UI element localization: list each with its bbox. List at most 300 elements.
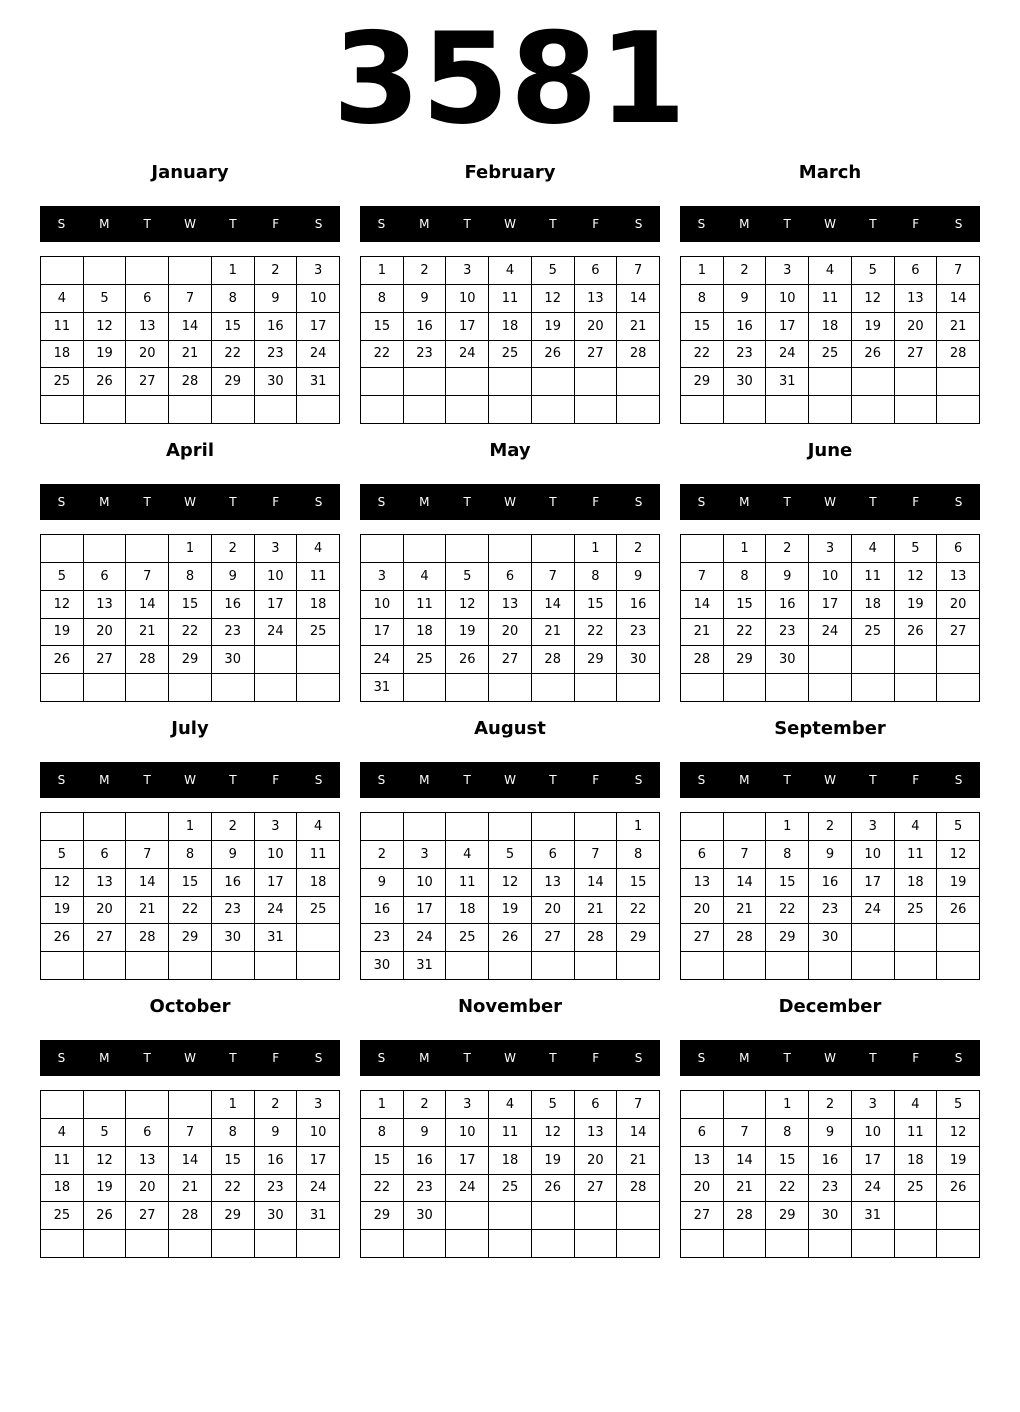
day-cell: 20 xyxy=(126,341,169,369)
day-cell: 22 xyxy=(681,341,724,369)
day-cell: 31 xyxy=(404,952,447,980)
day-cell: 29 xyxy=(361,1202,404,1230)
empty-day-cell xyxy=(126,952,169,980)
weekday-header xyxy=(360,1040,660,1076)
day-cell: 14 xyxy=(617,1119,660,1147)
day-cell: 19 xyxy=(852,313,895,341)
weekday-header xyxy=(680,1040,980,1076)
day-cell: 17 xyxy=(446,313,489,341)
day-cell: 11 xyxy=(895,841,938,869)
day-cell: 28 xyxy=(126,646,169,674)
day-cell: 14 xyxy=(169,313,212,341)
day-cell: 1 xyxy=(212,257,255,285)
day-cell: 2 xyxy=(212,813,255,841)
empty-day-cell xyxy=(489,674,532,702)
day-cell: 14 xyxy=(532,591,575,619)
day-cell: 27 xyxy=(681,1202,724,1230)
day-cell: 6 xyxy=(126,285,169,313)
day-cell: 22 xyxy=(575,619,618,647)
day-cell: 4 xyxy=(41,285,84,313)
day-cell: 23 xyxy=(809,1175,852,1203)
day-cell: 13 xyxy=(126,1147,169,1175)
year-title: 3581 xyxy=(332,5,688,152)
empty-day-cell xyxy=(84,813,127,841)
empty-day-cell xyxy=(724,1230,767,1258)
day-cell: 7 xyxy=(617,257,660,285)
day-cell: 1 xyxy=(212,1091,255,1119)
empty-day-cell xyxy=(41,535,84,563)
day-cell: 9 xyxy=(404,1119,447,1147)
day-cell: 8 xyxy=(575,563,618,591)
month-name: November xyxy=(457,996,563,1017)
day-cell: 3 xyxy=(255,813,298,841)
weekday-label: S xyxy=(314,217,323,231)
day-cell: 29 xyxy=(575,646,618,674)
day-cell: 27 xyxy=(84,924,127,952)
day-cell: 26 xyxy=(489,924,532,952)
weekday-label: T xyxy=(549,217,557,231)
day-cell: 8 xyxy=(361,1119,404,1147)
day-cell: 16 xyxy=(255,313,298,341)
empty-day-cell xyxy=(852,646,895,674)
empty-day-cell xyxy=(681,674,724,702)
day-cell: 16 xyxy=(404,1147,447,1175)
weekday-header xyxy=(680,762,980,798)
empty-day-cell xyxy=(937,646,980,674)
day-cell: 17 xyxy=(297,1147,340,1175)
day-cell: 7 xyxy=(126,841,169,869)
day-cell: 28 xyxy=(937,341,980,369)
day-cell: 23 xyxy=(617,619,660,647)
empty-day-cell xyxy=(809,368,852,396)
weekday-label: S xyxy=(377,217,386,231)
month-name: October xyxy=(149,996,231,1017)
day-cell: 30 xyxy=(617,646,660,674)
day-cell: 17 xyxy=(255,869,298,897)
day-cell: 22 xyxy=(617,897,660,925)
empty-day-cell xyxy=(852,1230,895,1258)
day-cell: 12 xyxy=(532,1119,575,1147)
day-cell: 4 xyxy=(297,535,340,563)
empty-day-cell xyxy=(681,396,724,424)
day-cell: 18 xyxy=(297,591,340,619)
empty-day-cell xyxy=(937,368,980,396)
day-cell: 29 xyxy=(766,1202,809,1230)
weekday-label: M xyxy=(99,773,110,787)
empty-day-cell xyxy=(489,368,532,396)
day-cell: 9 xyxy=(361,869,404,897)
day-cell: 9 xyxy=(255,1119,298,1147)
day-cell: 15 xyxy=(361,1147,404,1175)
empty-day-cell xyxy=(297,952,340,980)
weekday-label: T xyxy=(869,217,877,231)
day-cell: 18 xyxy=(404,619,447,647)
day-cell: 1 xyxy=(361,1091,404,1119)
weekday-label: W xyxy=(824,495,836,509)
day-cell: 18 xyxy=(809,313,852,341)
day-cell: 11 xyxy=(489,285,532,313)
day-cell: 28 xyxy=(617,1175,660,1203)
day-cell: 20 xyxy=(489,619,532,647)
empty-day-cell xyxy=(212,674,255,702)
day-cell: 7 xyxy=(617,1091,660,1119)
empty-day-cell xyxy=(361,813,404,841)
weekday-label: S xyxy=(697,1051,706,1065)
day-cell: 22 xyxy=(766,897,809,925)
day-cell: 1 xyxy=(724,535,767,563)
weekday-label: S xyxy=(634,773,643,787)
weekday-label: T xyxy=(463,495,471,509)
empty-day-cell xyxy=(361,535,404,563)
day-cell: 6 xyxy=(84,841,127,869)
day-cell: 8 xyxy=(169,563,212,591)
empty-day-cell xyxy=(617,1202,660,1230)
day-cell: 1 xyxy=(766,813,809,841)
weekday-header xyxy=(680,484,980,520)
weekday-label: S xyxy=(697,495,706,509)
day-grid xyxy=(40,1090,340,1258)
empty-day-cell xyxy=(169,1091,212,1119)
day-cell: 5 xyxy=(895,535,938,563)
day-cell: 6 xyxy=(126,1119,169,1147)
day-cell: 8 xyxy=(169,841,212,869)
day-cell: 11 xyxy=(809,285,852,313)
empty-day-cell xyxy=(766,1230,809,1258)
empty-day-cell xyxy=(446,1230,489,1258)
weekday-label: M xyxy=(739,1051,750,1065)
day-cell: 7 xyxy=(169,1119,212,1147)
empty-day-cell xyxy=(681,535,724,563)
empty-day-cell xyxy=(532,1202,575,1230)
day-cell: 15 xyxy=(617,869,660,897)
empty-day-cell xyxy=(84,535,127,563)
day-cell: 13 xyxy=(681,1147,724,1175)
day-cell: 8 xyxy=(766,1119,809,1147)
day-grid xyxy=(40,534,340,702)
day-cell: 14 xyxy=(126,869,169,897)
day-cell: 23 xyxy=(404,1175,447,1203)
empty-day-cell xyxy=(809,674,852,702)
day-cell: 13 xyxy=(575,1119,618,1147)
day-cell: 21 xyxy=(617,1147,660,1175)
day-grid xyxy=(360,1090,660,1258)
day-cell: 17 xyxy=(404,897,447,925)
day-cell: 24 xyxy=(446,341,489,369)
day-cell: 23 xyxy=(255,1175,298,1203)
day-cell: 26 xyxy=(41,646,84,674)
day-grid xyxy=(360,534,660,702)
weekday-label: W xyxy=(504,1051,516,1065)
empty-day-cell xyxy=(937,674,980,702)
day-cell: 11 xyxy=(41,1147,84,1175)
day-cell: 4 xyxy=(809,257,852,285)
empty-day-cell xyxy=(41,257,84,285)
weekday-label: T xyxy=(463,217,471,231)
day-cell: 9 xyxy=(404,285,447,313)
empty-day-cell xyxy=(575,674,618,702)
empty-day-cell xyxy=(532,674,575,702)
day-cell: 25 xyxy=(809,341,852,369)
empty-day-cell xyxy=(126,257,169,285)
day-cell: 28 xyxy=(617,341,660,369)
empty-day-cell xyxy=(41,952,84,980)
day-cell: 13 xyxy=(84,869,127,897)
empty-day-cell xyxy=(937,924,980,952)
day-cell: 8 xyxy=(617,841,660,869)
empty-day-cell xyxy=(255,646,298,674)
day-cell: 9 xyxy=(809,1119,852,1147)
day-cell: 12 xyxy=(489,869,532,897)
day-cell: 12 xyxy=(41,591,84,619)
weekday-label: F xyxy=(272,495,280,509)
month-name: August xyxy=(474,718,546,739)
day-cell: 11 xyxy=(852,563,895,591)
empty-day-cell xyxy=(404,1230,447,1258)
empty-day-cell xyxy=(617,396,660,424)
empty-day-cell xyxy=(895,646,938,674)
day-cell: 12 xyxy=(532,285,575,313)
day-cell: 15 xyxy=(724,591,767,619)
empty-day-cell xyxy=(446,396,489,424)
empty-day-cell xyxy=(532,1230,575,1258)
empty-day-cell xyxy=(681,952,724,980)
empty-day-cell xyxy=(681,813,724,841)
day-cell: 22 xyxy=(361,341,404,369)
weekday-label: F xyxy=(912,1051,920,1065)
day-cell: 19 xyxy=(41,619,84,647)
day-grid xyxy=(360,812,660,980)
day-cell: 19 xyxy=(489,897,532,925)
weekday-label: T xyxy=(869,773,877,787)
day-cell: 21 xyxy=(532,619,575,647)
empty-day-cell xyxy=(255,1230,298,1258)
empty-day-cell xyxy=(617,952,660,980)
day-cell: 28 xyxy=(532,646,575,674)
empty-day-cell xyxy=(575,368,618,396)
day-cell: 11 xyxy=(41,313,84,341)
day-cell: 18 xyxy=(895,869,938,897)
empty-day-cell xyxy=(126,674,169,702)
day-grid xyxy=(360,256,660,424)
day-cell: 18 xyxy=(41,341,84,369)
day-cell: 26 xyxy=(41,924,84,952)
day-cell: 27 xyxy=(489,646,532,674)
day-cell: 28 xyxy=(681,646,724,674)
day-cell: 30 xyxy=(809,1202,852,1230)
day-cell: 11 xyxy=(297,841,340,869)
day-cell: 3 xyxy=(766,257,809,285)
day-cell: 24 xyxy=(255,897,298,925)
weekday-label: T xyxy=(143,217,151,231)
day-cell: 24 xyxy=(255,619,298,647)
day-cell: 2 xyxy=(809,1091,852,1119)
empty-day-cell xyxy=(361,368,404,396)
weekday-label: S xyxy=(314,1051,323,1065)
day-cell: 10 xyxy=(852,841,895,869)
day-cell: 19 xyxy=(446,619,489,647)
empty-day-cell xyxy=(41,1230,84,1258)
empty-day-cell xyxy=(532,535,575,563)
empty-day-cell xyxy=(489,535,532,563)
day-cell: 10 xyxy=(446,285,489,313)
day-cell: 13 xyxy=(937,563,980,591)
weekday-label: F xyxy=(912,773,920,787)
day-cell: 26 xyxy=(446,646,489,674)
empty-day-cell xyxy=(446,674,489,702)
day-cell: 14 xyxy=(617,285,660,313)
empty-day-cell xyxy=(169,1230,212,1258)
empty-day-cell xyxy=(937,396,980,424)
empty-day-cell xyxy=(212,396,255,424)
day-cell: 21 xyxy=(169,341,212,369)
day-cell: 31 xyxy=(852,1202,895,1230)
empty-day-cell xyxy=(575,813,618,841)
empty-day-cell xyxy=(169,257,212,285)
day-cell: 11 xyxy=(297,563,340,591)
day-cell: 2 xyxy=(809,813,852,841)
empty-day-cell xyxy=(937,1202,980,1230)
day-cell: 2 xyxy=(766,535,809,563)
empty-day-cell xyxy=(446,1202,489,1230)
day-cell: 24 xyxy=(297,341,340,369)
month-name: May xyxy=(489,440,531,461)
empty-day-cell xyxy=(532,368,575,396)
day-cell: 1 xyxy=(681,257,724,285)
empty-day-cell xyxy=(809,1230,852,1258)
weekday-label: M xyxy=(419,773,430,787)
weekday-header xyxy=(40,1040,340,1076)
weekday-label: T xyxy=(143,773,151,787)
day-cell: 22 xyxy=(766,1175,809,1203)
day-cell: 13 xyxy=(575,285,618,313)
empty-day-cell xyxy=(297,924,340,952)
day-cell: 19 xyxy=(937,869,980,897)
day-cell: 14 xyxy=(575,869,618,897)
weekday-label: S xyxy=(57,1051,66,1065)
day-cell: 28 xyxy=(126,924,169,952)
day-cell: 24 xyxy=(766,341,809,369)
day-cell: 25 xyxy=(297,619,340,647)
day-cell: 21 xyxy=(724,1175,767,1203)
empty-day-cell xyxy=(84,674,127,702)
empty-day-cell xyxy=(212,1230,255,1258)
month-name: April xyxy=(165,440,215,461)
day-cell: 25 xyxy=(489,341,532,369)
month-name: March xyxy=(798,162,862,183)
weekday-label: T xyxy=(549,773,557,787)
weekday-header xyxy=(360,762,660,798)
day-cell: 7 xyxy=(681,563,724,591)
month-name: September xyxy=(774,718,886,739)
weekday-label: T xyxy=(229,217,237,231)
day-cell: 5 xyxy=(937,813,980,841)
day-cell: 17 xyxy=(446,1147,489,1175)
day-cell: 22 xyxy=(724,619,767,647)
day-cell: 5 xyxy=(41,841,84,869)
day-cell: 26 xyxy=(84,368,127,396)
day-cell: 10 xyxy=(255,563,298,591)
weekday-label: T xyxy=(783,1051,791,1065)
day-cell: 27 xyxy=(575,341,618,369)
day-cell: 3 xyxy=(361,563,404,591)
day-cell: 2 xyxy=(255,1091,298,1119)
day-cell: 17 xyxy=(852,1147,895,1175)
day-cell: 29 xyxy=(212,368,255,396)
day-cell: 25 xyxy=(895,897,938,925)
day-cell: 15 xyxy=(169,869,212,897)
day-cell: 28 xyxy=(169,1202,212,1230)
day-cell: 10 xyxy=(255,841,298,869)
weekday-label: S xyxy=(57,495,66,509)
day-cell: 19 xyxy=(937,1147,980,1175)
weekday-label: T xyxy=(783,773,791,787)
day-cell: 11 xyxy=(895,1119,938,1147)
day-cell: 1 xyxy=(169,535,212,563)
day-cell: 20 xyxy=(84,619,127,647)
day-cell: 14 xyxy=(937,285,980,313)
weekday-label: S xyxy=(697,217,706,231)
empty-day-cell xyxy=(895,396,938,424)
day-cell: 18 xyxy=(489,313,532,341)
day-cell: 27 xyxy=(937,619,980,647)
weekday-label: F xyxy=(592,217,600,231)
day-grid xyxy=(680,1090,980,1258)
day-cell: 8 xyxy=(212,285,255,313)
day-grid xyxy=(40,256,340,424)
day-cell: 16 xyxy=(361,897,404,925)
day-cell: 22 xyxy=(361,1175,404,1203)
day-cell: 25 xyxy=(852,619,895,647)
day-cell: 5 xyxy=(532,257,575,285)
day-cell: 30 xyxy=(212,646,255,674)
weekday-label: T xyxy=(463,773,471,787)
day-cell: 3 xyxy=(255,535,298,563)
empty-day-cell xyxy=(724,813,767,841)
day-grid xyxy=(680,256,980,424)
day-cell: 10 xyxy=(361,591,404,619)
day-cell: 7 xyxy=(575,841,618,869)
day-cell: 10 xyxy=(297,285,340,313)
day-cell: 31 xyxy=(361,674,404,702)
day-cell: 25 xyxy=(404,646,447,674)
day-cell: 6 xyxy=(532,841,575,869)
month-name: February xyxy=(464,162,556,183)
day-cell: 19 xyxy=(532,313,575,341)
day-cell: 21 xyxy=(937,313,980,341)
day-cell: 11 xyxy=(489,1119,532,1147)
day-cell: 20 xyxy=(681,897,724,925)
day-cell: 24 xyxy=(404,924,447,952)
empty-day-cell xyxy=(532,396,575,424)
day-cell: 5 xyxy=(937,1091,980,1119)
empty-day-cell xyxy=(809,646,852,674)
day-cell: 30 xyxy=(361,952,404,980)
empty-day-cell xyxy=(852,674,895,702)
empty-day-cell xyxy=(126,535,169,563)
day-cell: 5 xyxy=(489,841,532,869)
weekday-label: W xyxy=(184,1051,196,1065)
empty-day-cell xyxy=(404,535,447,563)
empty-day-cell xyxy=(766,952,809,980)
day-cell: 3 xyxy=(297,1091,340,1119)
empty-day-cell xyxy=(169,952,212,980)
empty-day-cell xyxy=(126,813,169,841)
day-cell: 29 xyxy=(212,1202,255,1230)
day-cell: 16 xyxy=(809,1147,852,1175)
day-cell: 21 xyxy=(681,619,724,647)
day-cell: 15 xyxy=(575,591,618,619)
weekday-label: F xyxy=(272,217,280,231)
